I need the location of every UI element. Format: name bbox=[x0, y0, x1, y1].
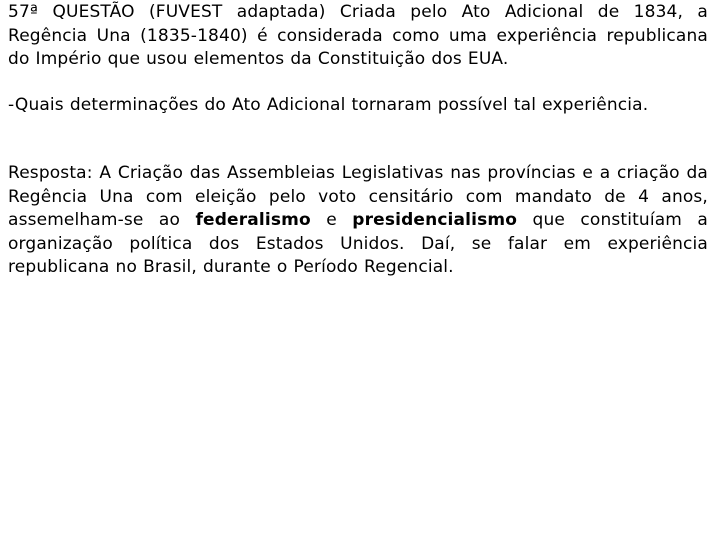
question-text: 57ª QUESTÃO (FUVEST adaptada) Criada pelo Ato Adicional de 1834, a Regência Una (1835-1840) é considerada como uma experiência republicana do Império que usou elementos da Constituição dos EUA. bbox=[8, 2, 708, 69]
answer-bold-federalismo: federalismo bbox=[195, 210, 311, 230]
answer-part-1: Resposta: A Criação das Assembleias Legislativas nas províncias e a criação da Regência Una com eleição pelo voto censitário com mandato de 4 anos, assemelham-se ao bbox=[8, 163, 708, 230]
answer-text bbox=[8, 162, 708, 280]
answer-part-3: que constituíam a organização política dos Estados Unidos. Daí, se falar em experiência republicana no Brasil, durante o Período Regencial. bbox=[8, 210, 709, 277]
answer-bold-presidencialismo: presidencialismo bbox=[352, 210, 518, 230]
prompt-text: -Quais determinações do Ato Adicional tornaram possível tal experiência. bbox=[8, 95, 649, 115]
answer-part-2: e bbox=[310, 210, 353, 230]
slide-content bbox=[8, 0, 708, 540]
